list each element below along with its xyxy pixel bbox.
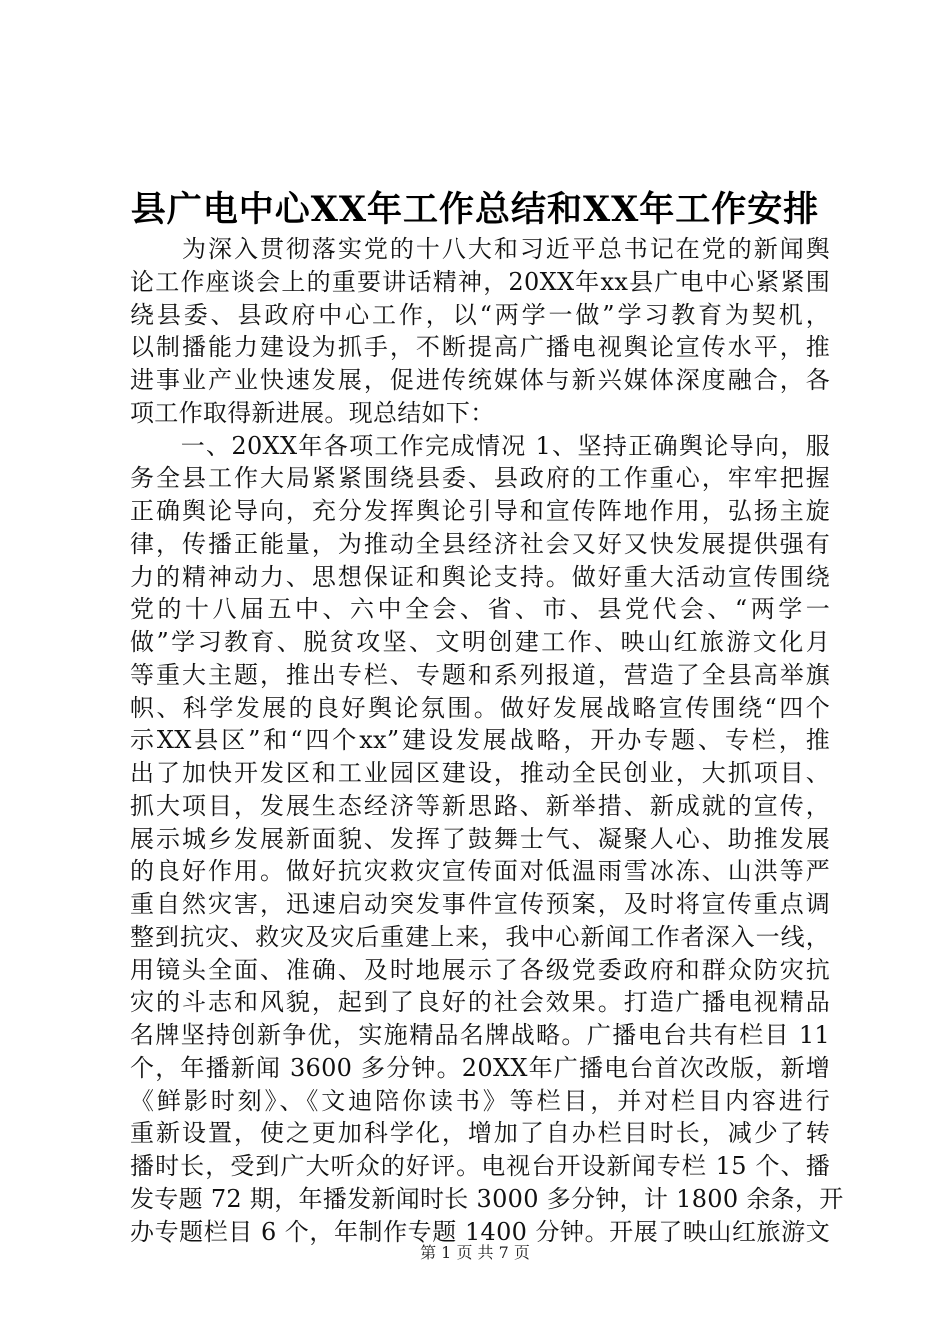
body-line: 力的精神动力、思想保证和舆论支持。做好重大活动宣传围绕	[130, 562, 830, 591]
body-line: 项工作取得新进展。现总结如下：	[130, 398, 495, 427]
body-line: 重自然灾害，迅速启动突发事件宣传预案，及时将宣传重点调	[130, 890, 830, 918]
body-line: 《鲜影时刻》、《文迪陪你读书》等栏目，并对栏目内容进行	[130, 1086, 830, 1115]
body-line: 发专题 72 期，年播发新闻时长 3000 多分钟，计 1800 余条，开	[130, 1184, 844, 1213]
body-text	[130, 233, 844, 1248]
body-line: 论工作座谈会上的重要讲话精神，20XX年xx县广电中心紧紧围	[130, 267, 830, 296]
body-line: 党的十八届五中、六中全会、省、市、县党代会、“两学一	[130, 595, 830, 624]
body-line: 帜、科学发展的良好舆论氛围。做好发展战略宣传围绕“四个	[130, 693, 830, 722]
body-line: 播时长，受到广大听众的好评。电视台开设新闻专栏 15 个、播	[130, 1152, 830, 1180]
body-line: 为深入贯彻落实党的十八大和习近平总书记在党的新闻舆	[130, 235, 830, 263]
body-line: 出了加快开发区和工业园区建设，推动全民创业，大抓项目、	[130, 759, 830, 787]
body-line: 名牌坚持创新争优，实施精品名牌战略。广播电台共有栏目 11	[130, 1021, 830, 1049]
body-line: 的良好作用。做好抗灾救灾宣传面对低温雨雪冰冻、山洪等严	[130, 857, 830, 886]
body-line: 灾的斗志和风貌，起到了良好的社会效果。打造广播电视精品	[130, 988, 830, 1017]
body-line: 整到抗灾、救灾及灾后重建上来，我中心新闻工作者深入一线，	[130, 922, 830, 951]
body-line: 用镜头全面、准确、及时地展示了各级党委政府和群众防灾抗	[130, 955, 830, 984]
body-line: 展示城乡发展新面貌、发挥了鼓舞士气、凝聚人心、助推发展	[130, 824, 830, 853]
body-line: 务全县工作大局紧紧围绕县委、县政府的工作重心，牢牢把握	[130, 464, 830, 493]
page-footer: 第 1 页 共 7 页	[420, 1243, 530, 1262]
body-line: 做”学习教育、脱贫攻坚、文明创建工作、映山红旅游文化月	[130, 628, 830, 656]
page-title: 县广电中心XX年工作总结和XX年工作安排	[130, 189, 820, 230]
body-line: 一、20XX年各项工作完成情况 1、坚持正确舆论导向，服	[130, 431, 830, 460]
body-line: 等重大主题，推出专栏、专题和系列报道，营造了全县高举旗	[130, 660, 830, 689]
body-line: 办专题栏目 6 个，年制作专题 1400 分钟。开展了映山红旅游文	[130, 1217, 830, 1246]
body-line: 正确舆论导向，充分发挥舆论引导和宣传阵地作用，弘扬主旋	[130, 497, 830, 525]
body-line: 重新设置，使之更加科学化，增加了自办栏目时长，减少了转	[130, 1119, 830, 1148]
body-line: 示XX县区”和“四个xx”建设发展战略，开办专题、专栏，推	[130, 726, 830, 755]
body-line: 律，传播正能量，为推动全县经济社会又好又快发展提供强有	[130, 529, 830, 558]
body-line: 以制播能力建设为抓手，不断提高广播电视舆论宣传水平，推	[130, 333, 830, 362]
body-line: 绕县委、县政府中心工作，以“两学一做”学习教育为契机，	[130, 300, 830, 329]
body-line: 进事业产业快速发展，促进传统媒体与新兴媒体深度融合，各	[130, 366, 830, 394]
body-line: 个，年播新闻 3600 多分钟。20XX年广播电台首次改版，新增	[130, 1053, 830, 1082]
body-line: 抓大项目，发展生态经济等新思路、新举措、新成就的宣传，	[130, 791, 830, 820]
